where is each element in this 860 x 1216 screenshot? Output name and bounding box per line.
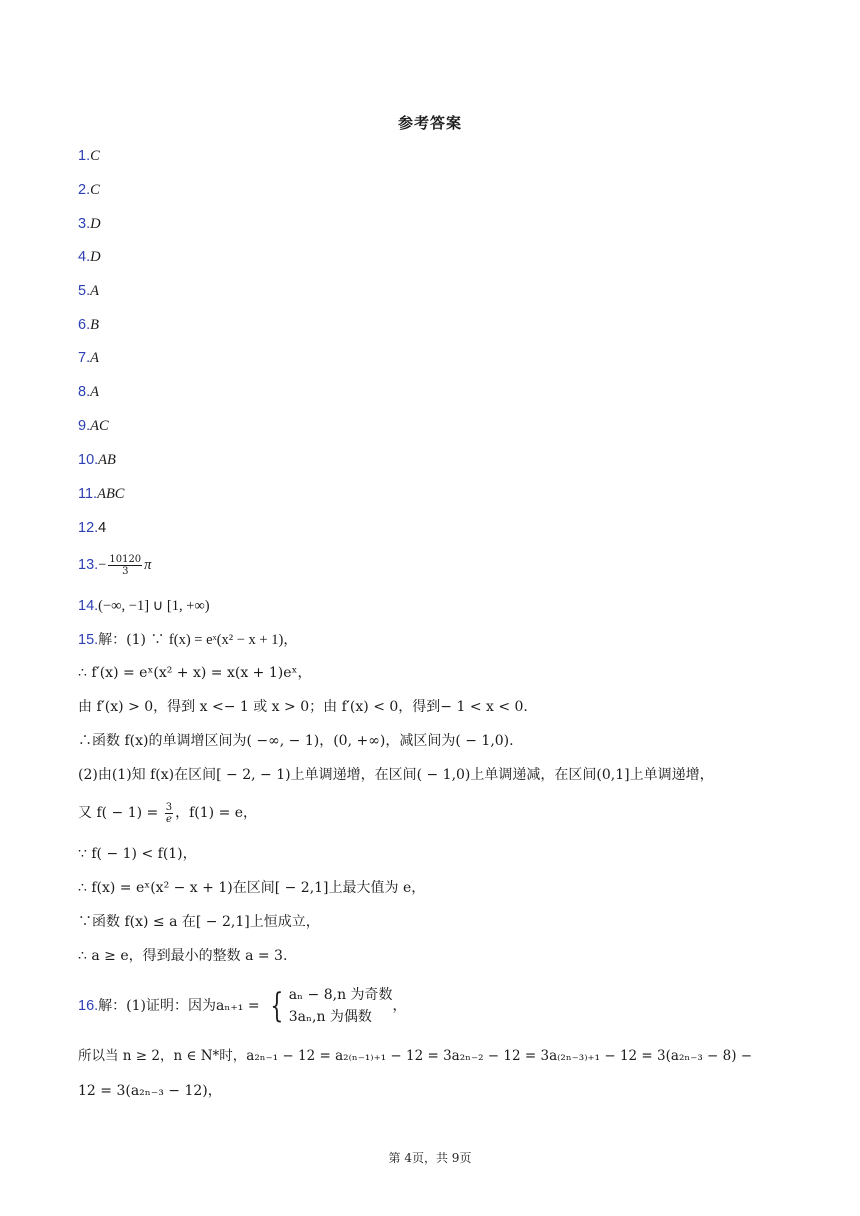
answer-value: AC bbox=[90, 418, 109, 434]
answer-line bbox=[78, 146, 100, 166]
answer-line bbox=[78, 180, 100, 200]
solution-text: ，f(1) = e， bbox=[175, 805, 258, 821]
question-number: 7. bbox=[78, 350, 91, 366]
answer-line bbox=[78, 450, 116, 470]
question-number: 12. bbox=[78, 520, 99, 536]
answer-value: A bbox=[90, 350, 99, 366]
answer-value: ABC bbox=[97, 486, 125, 502]
fraction-numerator: 10120 bbox=[109, 553, 142, 565]
case-even: 3aₙ,n 为偶数 bbox=[288, 1009, 372, 1025]
question-number: 16. bbox=[78, 998, 99, 1014]
question-number: 10. bbox=[78, 452, 99, 468]
solution-line: 所以当 n ≥ 2，n ∈ N*时，a₂ₙ₋₁ − 12 = a₂₍ₙ₋₁₎₊₁ − 12 = 3a₂ₙ₋₂ − 12 = 3a₍₂ₙ₋₃₎₊₁ − 12 = 3(a₂ₙ₋₃ − 8) − bbox=[78, 1048, 753, 1064]
question-number: 4. bbox=[78, 249, 91, 265]
fraction-denominator: e bbox=[165, 813, 172, 825]
left-brace: { bbox=[270, 986, 284, 1026]
solution-text: 又 f( − 1) = bbox=[78, 805, 163, 821]
solution-line bbox=[78, 984, 407, 1028]
case-odd: aₙ − 8,n 为奇数 bbox=[288, 987, 393, 1003]
math-expression: f(x) = eˣ(x² − x + 1)， bbox=[168, 632, 298, 648]
answer-line bbox=[78, 214, 101, 234]
solution-line: 由 f′(x) > 0，得到 x <− 1 或 x > 0；由 f′(x) < 0，得到− 1 < x < 0. bbox=[78, 699, 528, 715]
page-footer: 第 4页，共 9页 bbox=[388, 1151, 472, 1165]
question-number: 5. bbox=[78, 283, 91, 299]
answer-line bbox=[78, 416, 109, 436]
fraction-numerator: 3 bbox=[165, 801, 173, 813]
piecewise-cases bbox=[289, 984, 393, 1028]
solution-line: ∴函数 f(x)的单调增区间为( −∞, − 1)，(0, +∞)，减区间为( − 1,0). bbox=[78, 733, 514, 749]
answer-line bbox=[78, 315, 99, 335]
solution-line: ∴ f(x) = eˣ(x² − x + 1)在区间[ − 2,1]上最大值为 e， bbox=[78, 880, 426, 896]
answer-line bbox=[78, 281, 99, 301]
answer-value: A bbox=[90, 384, 99, 400]
solution-text: 解：(1) ∵ bbox=[98, 632, 169, 648]
solution-line: 12 = 3(a₂ₙ₋₃ − 12)， bbox=[78, 1083, 222, 1099]
solution-text: 解：(1)证明：因为aₙ₊₁ = bbox=[98, 998, 265, 1014]
answer-value: 4 bbox=[98, 520, 107, 536]
answer-line bbox=[78, 247, 101, 267]
answer-value: AB bbox=[98, 452, 116, 468]
fraction bbox=[165, 802, 173, 825]
pi-symbol: π bbox=[144, 557, 152, 573]
solution-line: ∴ a ≥ e，得到最小的整数 a = 3. bbox=[78, 948, 288, 964]
question-number: 8. bbox=[78, 384, 91, 400]
solution-line: ∴ f′(x) = eˣ(x² + x) = x(x + 1)eˣ， bbox=[78, 665, 312, 681]
question-number: 6. bbox=[78, 317, 91, 333]
fraction-denominator: 3 bbox=[122, 565, 129, 577]
solution-line bbox=[78, 800, 257, 826]
answer-value: D bbox=[90, 249, 101, 265]
answer-line bbox=[78, 382, 99, 402]
solution-line: ∵ f( − 1) < f(1)， bbox=[78, 846, 197, 862]
answer-value: C bbox=[90, 148, 100, 164]
question-number: 1. bbox=[78, 148, 91, 164]
solution-text: ， bbox=[392, 998, 407, 1014]
answer-line bbox=[78, 553, 151, 577]
question-number: 3. bbox=[78, 216, 91, 232]
question-number: 2. bbox=[78, 182, 91, 198]
answer-value: B bbox=[90, 317, 99, 333]
fraction bbox=[108, 554, 142, 577]
answer-value: C bbox=[90, 182, 100, 198]
answer-value: D bbox=[90, 216, 101, 232]
answer-line bbox=[78, 596, 210, 616]
answer-value: (−∞, −1] ∪ [1, +∞) bbox=[98, 598, 210, 614]
answer-value: A bbox=[90, 283, 99, 299]
answer-line bbox=[78, 484, 124, 504]
question-number: 13. bbox=[78, 557, 99, 573]
minus-sign: − bbox=[98, 557, 107, 573]
question-number: 14. bbox=[78, 598, 99, 614]
question-number: 9. bbox=[78, 418, 91, 434]
solution-line: ∵函数 f(x) ≤ a 在[ − 2,1]上恒成立， bbox=[78, 914, 320, 930]
question-number: 15. bbox=[78, 632, 99, 648]
answer-line bbox=[78, 518, 106, 538]
page-title: 参考答案 bbox=[397, 114, 462, 132]
solution-line: (2)由(1)知 f(x)在区间[ − 2, − 1)上单调递增，在区间( − 1,0)上单调递减，在区间(0,1]上单调递增， bbox=[78, 767, 714, 783]
answer-line bbox=[78, 348, 99, 368]
question-number: 11. bbox=[78, 486, 98, 502]
solution-line bbox=[78, 630, 298, 650]
